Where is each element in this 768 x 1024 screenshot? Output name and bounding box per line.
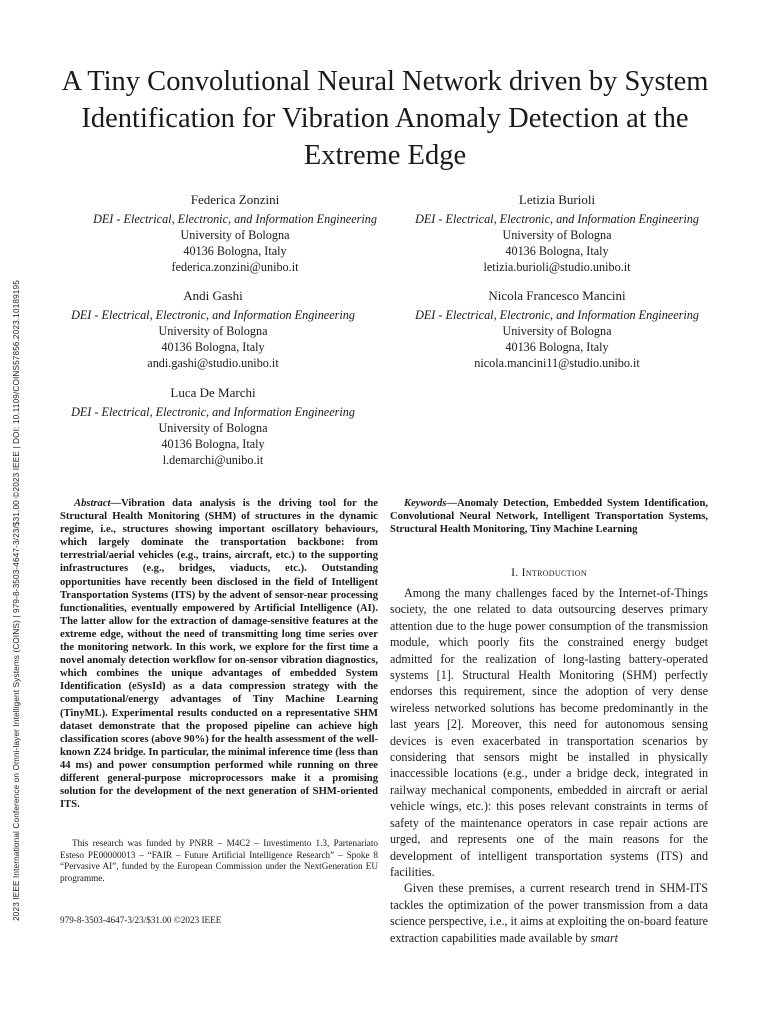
author-block-1 xyxy=(65,192,405,275)
author-name: Andi Gashi xyxy=(183,288,243,303)
author-department: DEI - Electrical, Electronic, and Information Engineering xyxy=(93,212,377,226)
author-city: 40136 Bologna, Italy xyxy=(161,340,265,354)
author-email: l.demarchi@unibo.it xyxy=(162,453,264,467)
abstract-text: —Vibration data analysis is the driving tool for the Structural Health Monitoring (SHM) of structures in the dynamic regime, i.e., structures showing important oscillatory behaviours, which largely dominate the transportation backbone: from terrestrial/aerial vehicles (e.g., trains, aircraft, etc.) to the supporting infrastructures (e.g., bridges, viaducts, etc.). Outstanding opportunities have recently been disclosed in the field of Intelligent Transportation Systems (ITS) by the advent of sensor-near processing functionalities, eventually empowered by Artificial Intelligence (AI). The latter allow for the extraction of damage-sensitive features at the extreme edge, without the need of transmitting long time series over the monitoring network. In this work, we explore for the first time a novel anomaly detection workflow for on-sensor vibration diagnostics, which combines the unique advantages of embedded System Identification (eSysId) as a data compression strategy with the computational/energy advantages of Tiny Machine Learning (TinyML). Experimental results conducted on a representative SHM dataset demonstrate that the proposed pipeline can achieve high classification scores (above 90%) for the health assessment of the well-known Z24 bridge. In particular, the minimal inference time (less than 44 ms) and power consumption performed while running on three different general-purpose microprocessors make it a promising solution for the development of the next generation of SHM-oriented ITS. xyxy=(60,498,378,811)
author-name: Federica Zonzini xyxy=(190,192,280,207)
keywords-text: —Anomaly Detection, Embedded System Identification, Convolutional Neural Network, Intelligent Transportation Systems, Structural Health Monitoring, Tiny Machine Learning xyxy=(390,498,708,536)
section-initial: I xyxy=(521,566,526,579)
introduction-body xyxy=(390,585,708,946)
author-email: nicola.mancini11@studio.unibo.it xyxy=(474,356,640,370)
author-name: Luca De Marchi xyxy=(170,385,256,400)
author-city: 40136 Bologna, Italy xyxy=(161,437,265,451)
author-email: letizia.burioli@studio.unibo.it xyxy=(483,260,631,274)
author-block-2 xyxy=(387,192,727,275)
intro-paragraph-1: Among the many challenges faced by the Internet-of-Things society, the one related to data outsourcing deserves primary attention due to the huge power consumption of the transmission module, which poorly fits the constrained energy budget admitted for the realization of long-lasting battery-operated systems [1]. Structural Health Monitoring (SHM) perfectly endorses this requirement, since the adoption of very dense wireless networked solutions has become predominantly in the last years [2]. Moreover, this need for autonomous sensing devices is even exacerbated in transportation scenarios by considering that sensors might be installed in physically inaccessible locations (e.g., under a bridge deck, integrated in railway mechanical components, embedded in aircraft or aerial vehicle wings, etc.): this poses relevant constraints in terms of safety of the maintenance operators in case repair actions are urged, and represents one of the main reasons for the development of intelligent transportation systems (ITS) and facilities. xyxy=(390,586,708,879)
author-city: 40136 Bologna, Italy xyxy=(505,244,609,258)
paper-title: A Tiny Convolutional Neural Network driven by System Identification for Vibration Anomaly Detection at the Extreme Edge xyxy=(61,66,709,171)
funding-footnote: This research was funded by PNRR – M4C2 – Investimento 1.3, Partenariato Esteso PE00000013 – “FAIR – Future Artificial Intelligence Research” – Spoke 8 “Pervasive AI”, funded by the European Commission under the NextGeneration EU programme. xyxy=(60,838,378,883)
abstract xyxy=(60,497,378,811)
author-university: University of Bologna xyxy=(180,228,290,242)
section-heading-introduction xyxy=(390,566,708,579)
keywords xyxy=(390,497,708,536)
author-university: University of Bologna xyxy=(158,324,268,338)
author-university: University of Bologna xyxy=(502,324,612,338)
author-department: DEI - Electrical, Electronic, and Information Engineering xyxy=(71,405,355,419)
intro-paragraph-2-text: Given these premises, a current research trend in SHM-ITS tackles the optimization of the power transmission from a data science perspective, i.e., it aims at exploiting the on-board feature extraction capabilities made available by xyxy=(390,881,709,945)
author-university: University of Bologna xyxy=(158,421,268,435)
author-university: University of Bologna xyxy=(502,228,612,242)
intro-paragraph-2 xyxy=(390,880,708,946)
author-department: DEI - Electrical, Electronic, and Information Engineering xyxy=(71,308,355,322)
author-name: Letizia Burioli xyxy=(518,192,596,207)
section-number: I. xyxy=(511,566,522,579)
ieee-citation-margin xyxy=(4,240,28,960)
author-city: 40136 Bologna, Italy xyxy=(505,340,609,354)
author-block-5 xyxy=(43,385,383,468)
copyright-line: 979-8-3503-4647-3/23/$31.00 ©2023 IEEE xyxy=(60,915,222,925)
keywords-label: Keywords xyxy=(404,498,447,509)
section-title-rest: ntroduction xyxy=(525,566,587,579)
citation-text: 2023 IEEE International Conference on Omni-layer Intelligent Systems (COINS) | 979-8-3503-4647-3/23/$31.00 ©2023 IEEE | DOI: 10.1109/COINS57856.2023.10189195 xyxy=(11,279,21,921)
intro-paragraph-2-emphasis: smart xyxy=(590,930,619,945)
author-city: 40136 Bologna, Italy xyxy=(183,244,287,258)
author-name: Nicola Francesco Mancini xyxy=(488,288,626,303)
author-department: DEI - Electrical, Electronic, and Information Engineering xyxy=(415,212,699,226)
author-block-3 xyxy=(43,288,383,371)
author-department: DEI - Electrical, Electronic, and Information Engineering xyxy=(415,308,699,322)
author-email: federica.zonzini@unibo.it xyxy=(171,260,299,274)
abstract-label: Abstract xyxy=(74,498,111,509)
author-email: andi.gashi@studio.unibo.it xyxy=(147,356,279,370)
author-block-4 xyxy=(387,288,727,371)
